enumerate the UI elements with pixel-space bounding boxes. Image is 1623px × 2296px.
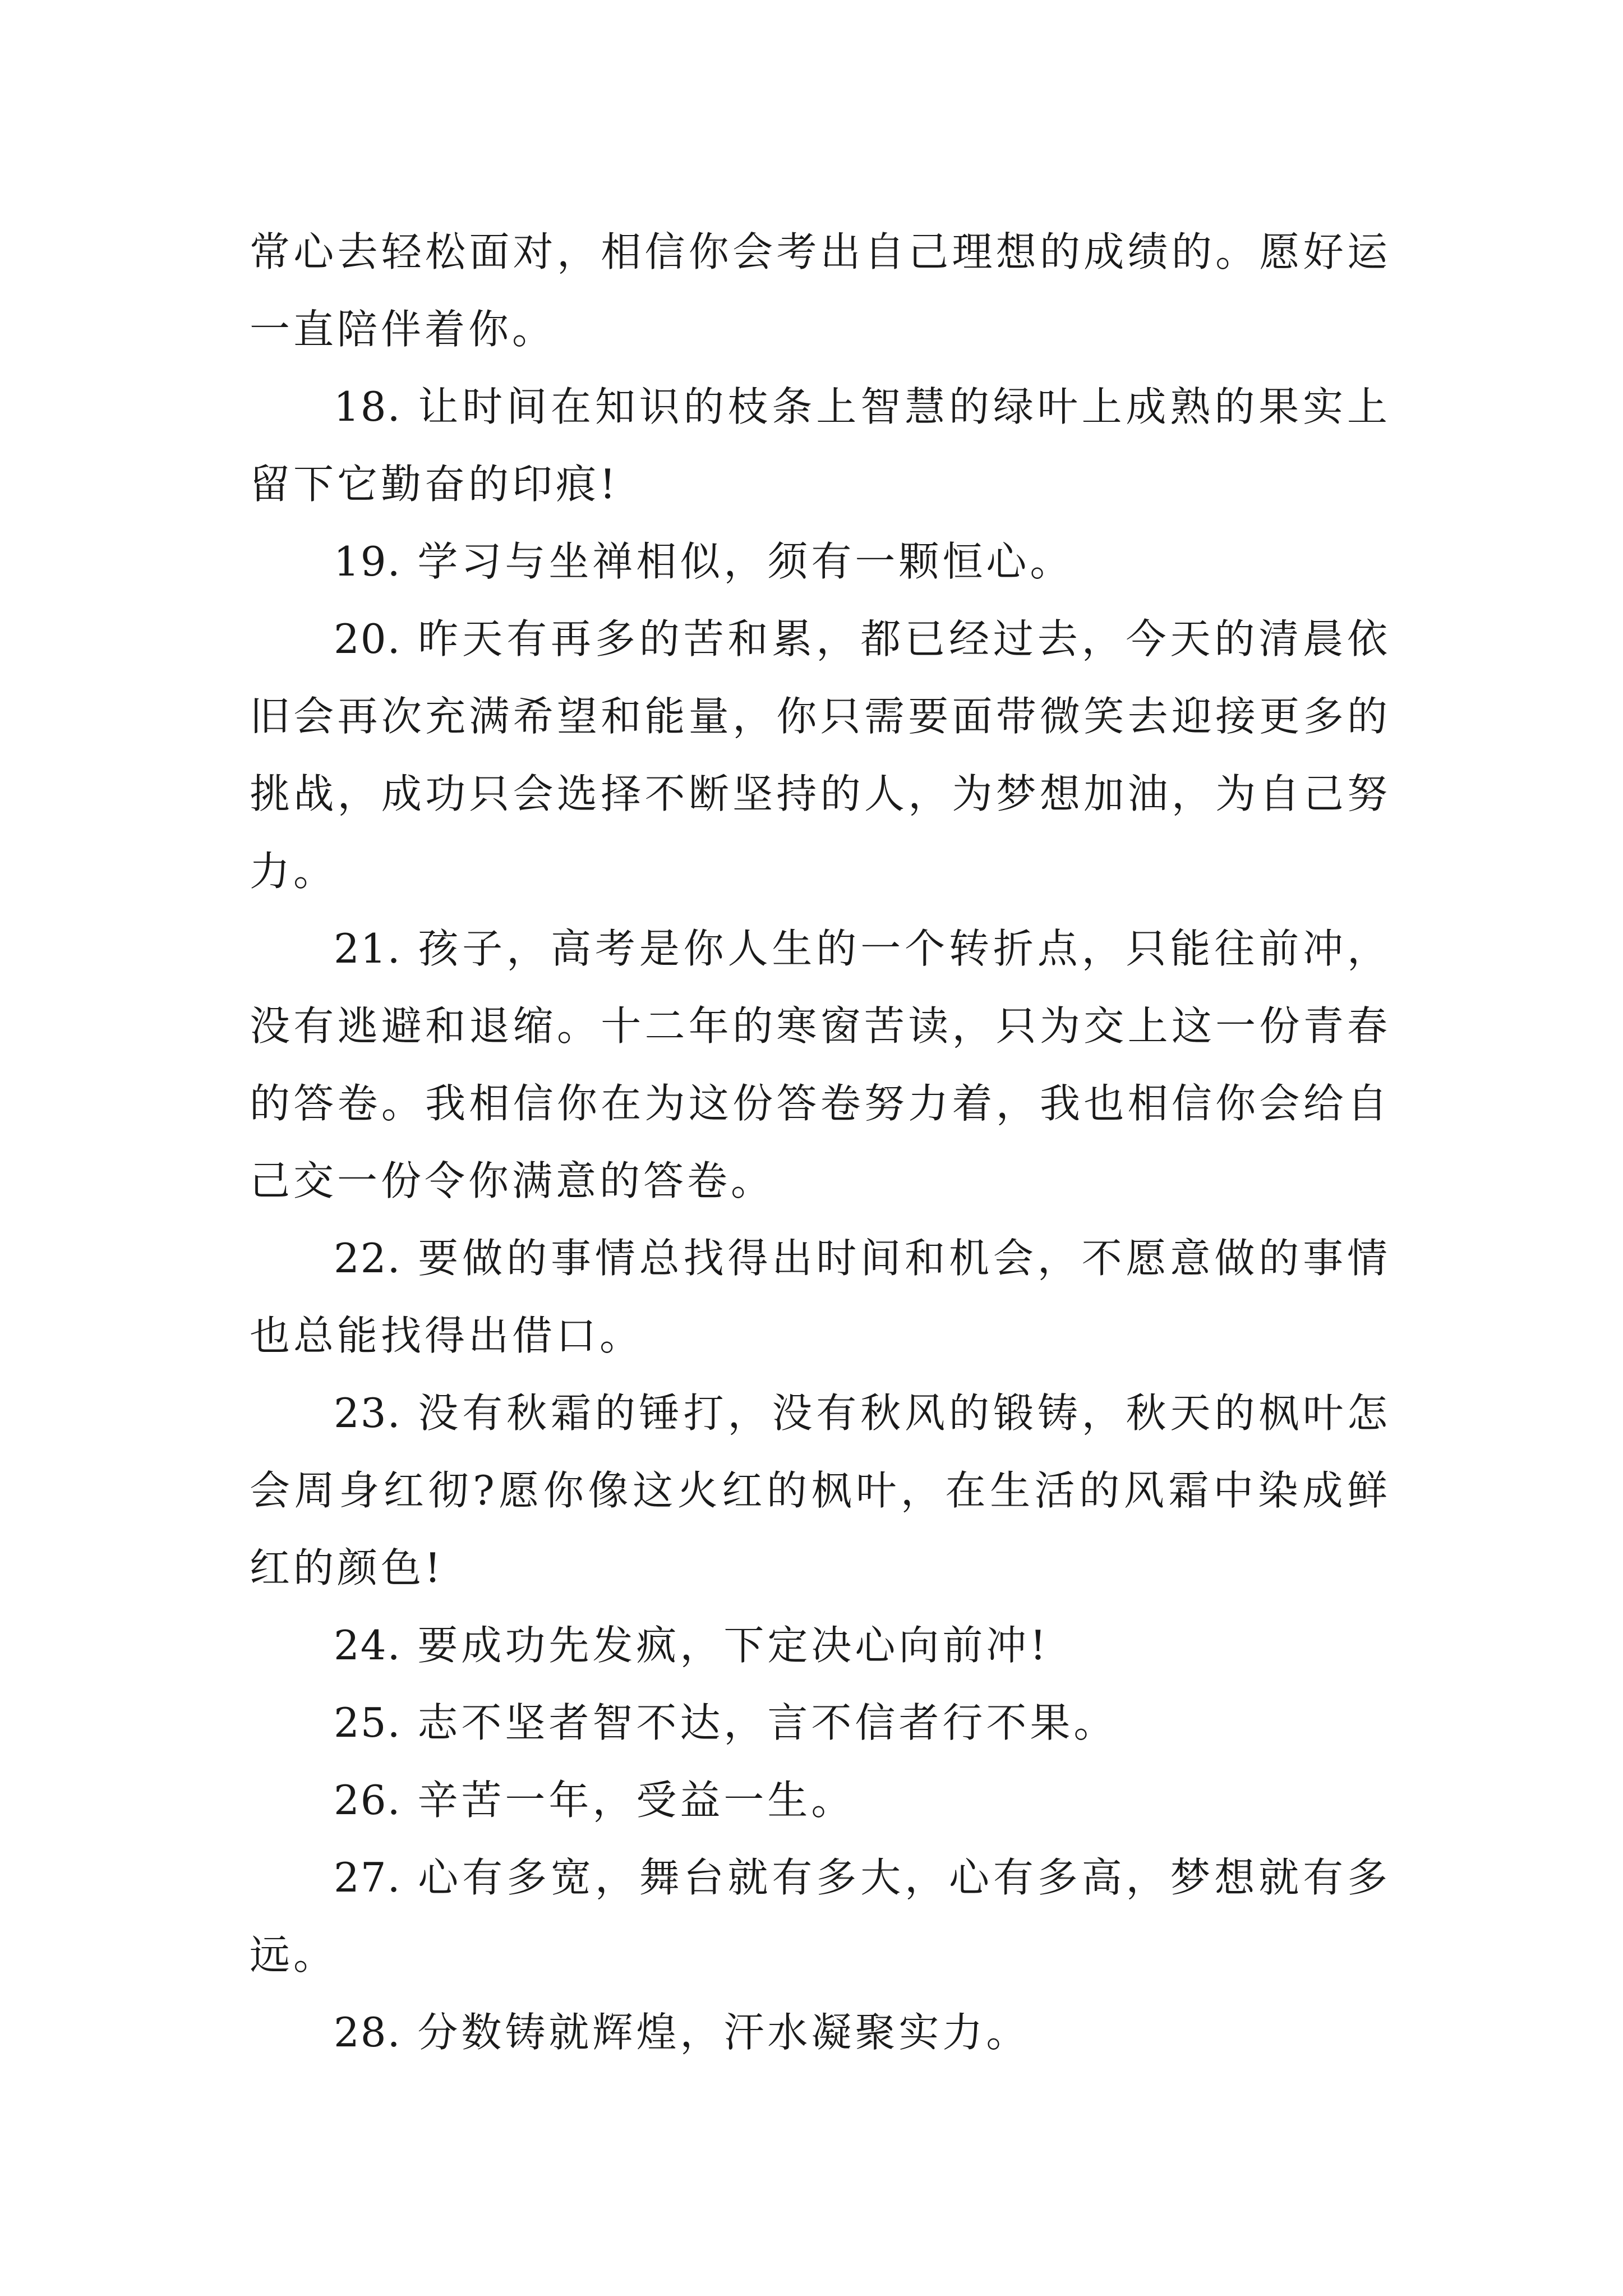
paragraph-text: 让时间在知识的枝条上智慧的绿叶上成熟的果实上留下它勤奋的印痕! — [250, 383, 1391, 508]
paragraph-27 — [250, 1839, 1391, 1994]
document-page — [250, 213, 1391, 2071]
item-number: 21. — [334, 925, 402, 972]
paragraph-text: 分数铸就辉煌，汗水凝聚实力。 — [417, 2009, 1030, 2056]
item-number: 22. — [334, 1235, 402, 1282]
paragraph-text: 孩子，高考是你人生的一个转折点，只能往前冲，没有逃避和退缩。十二年的寒窗苦读，只为交上这一份青春的答卷。我相信你在为这份答卷努力着，我也相信你会给自己交一份令你满意的答卷。 — [250, 925, 1391, 1204]
paragraph-text: 学习与坐禅相似，须有一颗恒心。 — [417, 538, 1074, 585]
item-number: 24. — [334, 1622, 402, 1669]
paragraph-22 — [250, 1220, 1391, 1374]
paragraph-text: 昨天有再多的苦和累，都已经过去，今天的清晨依旧会再次充满希望和能量，你只需要面带微笑去迎接更多的挑战，成功只会选择不断坚持的人，为梦想加油，为自己努力。 — [250, 615, 1391, 895]
paragraph-continuation — [250, 213, 1391, 368]
item-number: 28. — [334, 2009, 402, 2056]
item-number: 26. — [334, 1777, 402, 1824]
paragraph-26 — [250, 1761, 1391, 1839]
paragraph-28 — [250, 1994, 1391, 2071]
paragraph-text: 常心去轻松面对，相信你会考出自己理想的成绩的。愿好运一直陪伴着你。 — [250, 228, 1391, 353]
item-number: 20. — [334, 615, 402, 662]
paragraph-21 — [250, 910, 1391, 1220]
paragraph-text: 志不坚者智不达，言不信者行不果。 — [417, 1699, 1118, 1746]
paragraph-text: 辛苦一年，受益一生。 — [417, 1777, 855, 1824]
paragraph-text: 没有秋霜的锤打，没有秋风的锻铸，秋天的枫叶怎会周身红彻?愿你像这火红的枫叶，在生活的风霜中染成鲜红的颜色! — [250, 1389, 1391, 1591]
item-number: 27. — [334, 1854, 402, 1901]
paragraph-18 — [250, 368, 1391, 523]
paragraph-23 — [250, 1374, 1391, 1607]
paragraph-20 — [250, 600, 1391, 910]
paragraph-19 — [250, 523, 1391, 600]
item-number: 23. — [334, 1389, 402, 1437]
paragraph-text: 要做的事情总找得出时间和机会，不愿意做的事情也总能找得出借口。 — [250, 1235, 1391, 1359]
paragraph-text: 要成功先发疯，下定决心向前冲! — [417, 1622, 1050, 1669]
paragraph-24 — [250, 1607, 1391, 1684]
item-number: 25. — [334, 1699, 402, 1746]
item-number: 18. — [334, 383, 402, 430]
item-number: 19. — [334, 538, 402, 585]
paragraph-text: 心有多宽，舞台就有多大，心有多高，梦想就有多远。 — [250, 1854, 1391, 1978]
paragraph-25 — [250, 1684, 1391, 1761]
